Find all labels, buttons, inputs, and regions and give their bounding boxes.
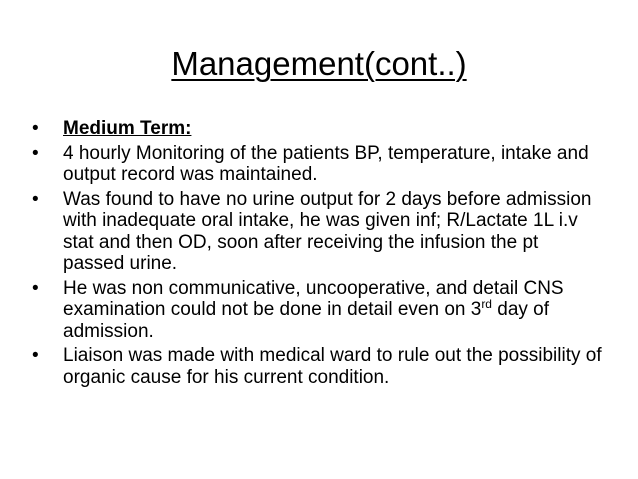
ordinal-superscript: rd bbox=[481, 297, 492, 311]
bullet-text-part: He was non communicative, uncooperative, and detail CNS examination could not be done in detail even on 3 bbox=[63, 277, 564, 320]
bullet-list bbox=[32, 118, 602, 391]
bullet-dot-icon: • bbox=[32, 277, 39, 299]
bullet-dot-icon: • bbox=[32, 118, 39, 139]
slide-title: Management(cont..) bbox=[171, 45, 467, 82]
bullet-text: Liaison was made with medical ward to rule out the possibility of organic cause for his current condition. bbox=[63, 345, 602, 388]
bullet-text: Was found to have no urine output for 2 days before admission with inadequate oral intake, he was given inf; R/Lactate 1L i.v stat and then OD, soon after receiving the infusion the pt passed urine. bbox=[63, 188, 592, 274]
bullet-item-urine-output bbox=[32, 189, 602, 275]
bullet-text: 4 hourly Monitoring of the patients BP, temperature, intake and output record was maintained. bbox=[63, 142, 589, 185]
bullet-item-monitoring bbox=[32, 143, 602, 186]
section-heading: Medium Term: bbox=[63, 118, 192, 139]
bullet-item-liaison bbox=[32, 345, 602, 388]
bullet-dot-icon: • bbox=[32, 188, 39, 210]
bullet-text-part: day of admission. bbox=[63, 299, 550, 342]
bullet-item-medium-term bbox=[32, 118, 602, 140]
bullet-dot-icon: • bbox=[32, 142, 39, 164]
bullet-item-cns-exam bbox=[32, 278, 602, 343]
bullet-dot-icon: • bbox=[32, 345, 39, 366]
